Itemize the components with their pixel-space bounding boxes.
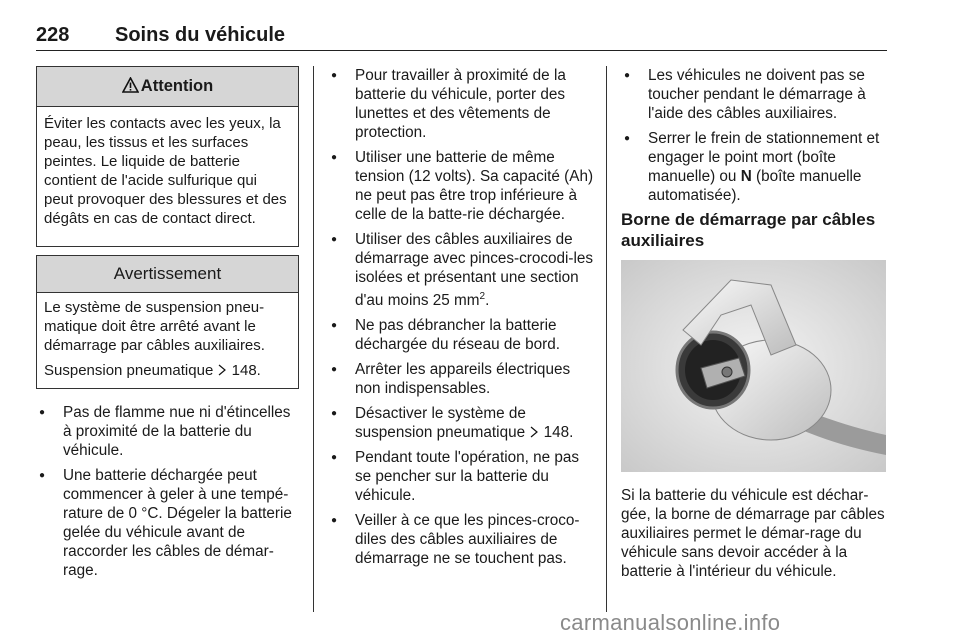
col3-bullet-list [621, 66, 891, 211]
attention-text: Éviter les contacts avec les yeux, la peau, les tissus et les surfaces peintes. Le liquide de batterie contient de l'acide sulfurique qui peut provoquer des blessures et des dégâts en cas de contact direct. [44, 115, 287, 227]
jump-start-terminal-photo [621, 260, 886, 472]
attention-box [36, 66, 299, 247]
chapter-title: Soins du véhicule [115, 24, 286, 46]
warning-header: Avertissement [37, 256, 298, 293]
warning-triangle-icon [122, 77, 139, 93]
warning-body [37, 293, 298, 388]
page-number: 228 [36, 24, 70, 46]
list-item: ● Serrer le frein de stationnement et engager le point mort (boîte manuelle) ou N (boîte manuelle automatisée). [621, 129, 891, 205]
section-title: Borne de démarrage par câbles auxiliaires [621, 210, 876, 250]
warning-text: Le système de suspension pneu-matique doit être arrêté avant le démarrage par câbles auxiliaires. [44, 299, 265, 354]
list-item: ● Pas de flamme nue ni d'étincelles à proximité de la batterie du véhicule. [36, 403, 300, 460]
column-divider [606, 66, 607, 612]
section-paragraph: Si la batterie du véhicule est déchar-gée, la borne de démarrage par câbles auxiliaires permet le démar-rage du véhicule sans devoir accéder à la batterie à l'intérieur du véhicule. [621, 487, 885, 580]
page-header [36, 24, 887, 51]
warning-reference [44, 361, 290, 380]
list-item: ● Pour travailler à proximité de la batterie du véhicule, porter des lunettes et des vêtements de protection. [328, 66, 596, 142]
list-item: ● Pendant toute l'opération, ne pas se pencher sur la batterie du véhicule. [328, 448, 596, 505]
list-item: ● Arrêter les appareils électriques non indispensables. [328, 360, 596, 398]
col2-bullet-list [328, 66, 596, 574]
attention-body [37, 107, 298, 236]
watermark: carmanualsonline.info [560, 610, 781, 635]
attention-header [37, 67, 298, 107]
page-reference-arrow-icon [529, 426, 539, 438]
list-item: ● Une batterie déchargée peut commencer à geler à une tempé-rature de 0 °C. Dégeler la batterie gelée du véhicule avant de raccorder les câbles de démar-rage. [36, 466, 300, 580]
list-item: ● Veiller à ce que les pinces-croco-diles des câbles auxiliaires de démarrage ne se touchent pas. [328, 511, 596, 568]
warning-box [36, 255, 299, 389]
column-divider [313, 66, 314, 612]
attention-title: Attention [140, 77, 214, 95]
warning-ref-text: Suspension pneumatique [44, 362, 214, 379]
col1-bullet-list [36, 403, 300, 586]
list-item: ● Ne pas débrancher la batterie déchargée du réseau de bord. [328, 316, 596, 354]
list-item: ● Désactiver le système de suspension pneumatique 148. [328, 404, 596, 442]
page-reference-arrow-icon [217, 364, 227, 376]
list-item: ● Utiliser des câbles auxiliaires de démarrage avec pinces-crocodi-les isolées et présentant une section d'au moins 25 $mm^2$. [328, 230, 596, 310]
list-item: ● Utiliser une batterie de même tension (12 volts). Sa capacité (Ah) ne peut pas être trop inférieure à celle de la batte-rie déchargée. [328, 148, 596, 224]
list-item: ● Les véhicules ne doivent pas se toucher pendant le démarrage à l'aide des câbles auxiliaires. [621, 66, 891, 123]
warning-ref-page: 148. [231, 362, 261, 379]
